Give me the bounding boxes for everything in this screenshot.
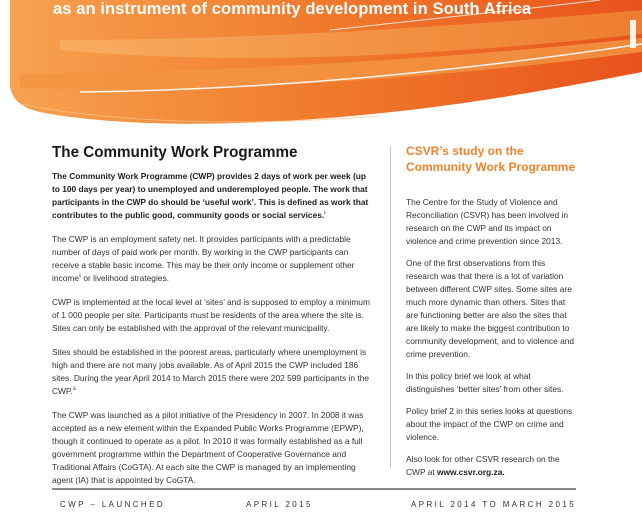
sidebar-heading: CSVR’s study on the Community Work Programme <box>406 144 576 174</box>
footnote-marker: ii <box>79 273 81 279</box>
footer-label-period: APRIL 2014 TO MARCH 2015 <box>411 500 577 509</box>
footnote-marker: iii <box>72 386 76 392</box>
sidebar-paragraph-1: The Centre for the Study of Violence and Reconciliation (CSVR) has been involved in research on the CWP and its impact on violence and crime prevention since 2013. <box>406 197 568 246</box>
sidebar-paragraph-5 <box>406 453 576 479</box>
footer-label-cwp-launched: CWP – LAUNCHED <box>60 500 166 509</box>
sidebar-paragraph-3: In this policy brief we look at what distinguishes ‘better sites’ from other sites. <box>406 371 564 394</box>
article-heading: The Community Work Programme <box>52 144 298 161</box>
paragraph-1-text-b: or livelihood strategies. <box>81 273 169 283</box>
paragraph-1-text-a: The CWP is an employment safety net. It provides participants with a predictable number of days of paid work per month. By working in the CWP participants can receive a stable basic income. This may be their only income or supplement other income <box>52 234 355 283</box>
lead-text: The Community Work Programme (CWP) provides 2 days of work per week (up to 100 days per year) to unemployed and underemployed people. The work that participants in the CWP do should be ‘useful work’. This is defined as work that contributes to the public good, community goods or social services. <box>52 171 369 220</box>
footer-label-april-2015: APRIL 2015 <box>246 500 313 509</box>
main-article <box>52 144 376 498</box>
sidebar-paragraph-5-text: Also look for other CSVR research on the CWP at <box>406 454 560 477</box>
footnote-marker: i <box>324 210 326 216</box>
sidebar-paragraph-4: Policy brief 2 in this series looks at questions about the impact of the CWP on crime and violence. <box>406 406 573 442</box>
article-paragraph-4: The CWP was launched as a pilot initiative of the Presidency in 2007. In 2008 it was accepted as a new element within the Expanded Public Works Programme (EPWP), though it continued to operate as a pilot. In 2010 it was formally established as a full government programme within the Department of Cooperative Governance and Traditional Affairs (CoGTA). At each site the CWP is managed by an implementing agent (IA) that is appointed by CoGTA. <box>52 410 364 485</box>
sidebar-paragraph-2: One of the first observations from this research was that there is a lot of variation between different CWP sites. Some sites are much more dynamic than others. Sites that are functioning better are also the sites that are likely to make the biggest contribution to community development, and to violence and crime prevention. <box>406 258 575 359</box>
footer-rule <box>52 488 576 490</box>
header-banner <box>0 0 642 140</box>
article-paragraph-1 <box>52 233 376 285</box>
article-paragraph-2: CWP is implemented at the local level at ‘sites’ and is supposed to employ a minimum of 1 000 people per site. Participants must be residents of the area where the site is. Sites can only be established with the approval of the relevant municipality. <box>52 297 370 333</box>
sidebar <box>406 144 576 488</box>
csvr-website-link[interactable]: www.csvr.org.za. <box>437 467 505 477</box>
column-divider <box>390 146 391 468</box>
article-paragraph-3 <box>52 346 376 398</box>
article-lead-paragraph <box>52 170 376 222</box>
banner-title: as an instrument of community development in South Africa <box>53 0 532 18</box>
paragraph-3-text: Sites should be established in the poorest areas, particularly where unemployment is high and there are not many jobs available. As of April 2015 the CWP included 186 sites. During the year April 2014 to March 2015 there were 202 599 participants in the CWP. <box>52 347 370 396</box>
banner-swoosh-graphic <box>0 0 642 140</box>
